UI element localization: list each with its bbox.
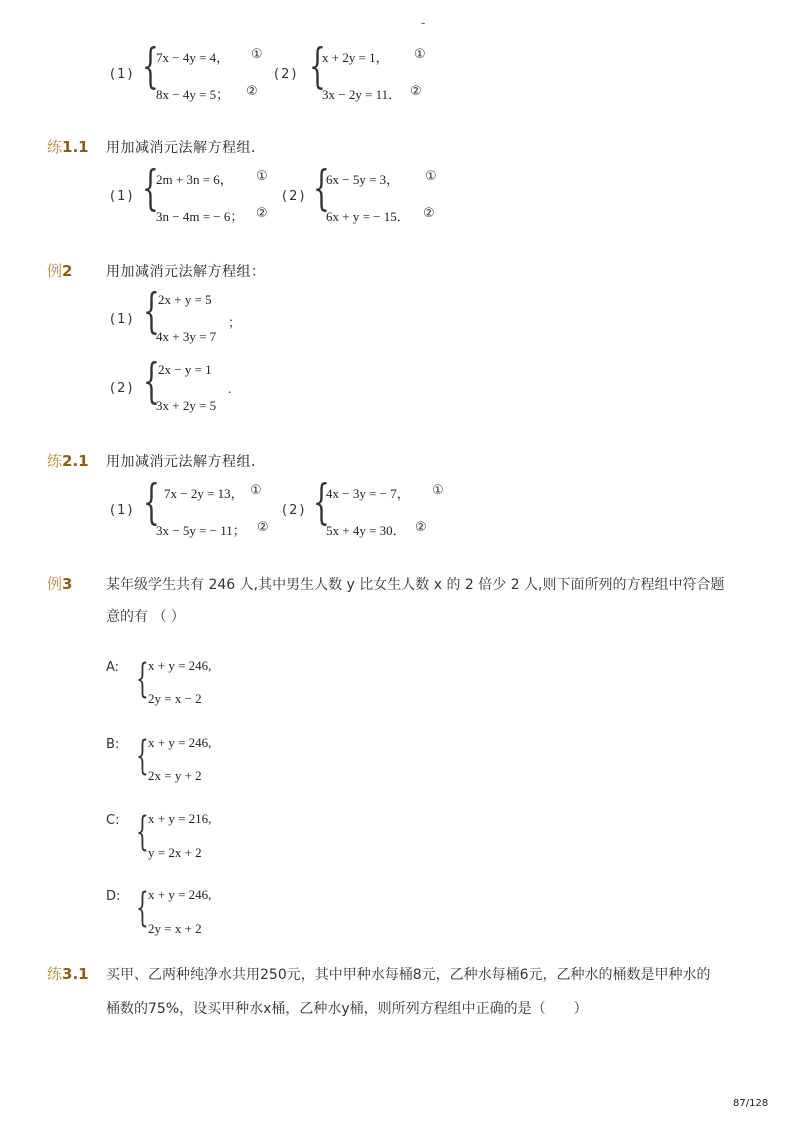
example-text-line: 某年级学生共有 246 人,其中男生人数 y 比女生人数 x 的 2 倍少 2 人,则下面所列的方程组中符合题	[106, 577, 725, 593]
brace-icon: {	[136, 733, 149, 779]
option-label: C:	[106, 813, 120, 828]
equation: 3x − 2y = 11．	[322, 87, 402, 102]
problem-label: (1)	[110, 67, 135, 82]
equation: 6x + y = − 15．	[326, 209, 410, 224]
option-equation: 2x = y + 2	[148, 768, 202, 783]
option-equation: 2y = x − 2	[148, 691, 202, 706]
tag-number: 2.1	[62, 452, 89, 470]
option-equation: 2y = x + 2	[148, 921, 202, 936]
equation-mark: ①	[432, 483, 444, 498]
equation-mark: ①	[250, 483, 262, 498]
equation: 3x + 2y = 5	[156, 398, 217, 413]
option-label: D:	[106, 889, 121, 904]
equation: 4x − 3y = − 7，	[326, 486, 410, 501]
equation-mark: ②	[256, 206, 268, 221]
equation-mark: ②	[246, 84, 258, 99]
exercise-text-line: 桶数的75%，设买甲种水x桶，乙种水y桶，则所列方程组中正确的是（ ）	[106, 1001, 588, 1017]
equation: 2m + 3n = 6，	[156, 172, 233, 187]
tag-number: 3	[62, 575, 73, 593]
example-text-line: 意的有 （ ）	[106, 609, 185, 625]
brace-icon: {	[143, 283, 160, 339]
option-equation: y = 2x + 2	[148, 845, 202, 860]
brace-icon: {	[136, 809, 149, 855]
punctuation: .	[228, 381, 232, 396]
equation-mark: ①	[251, 47, 263, 62]
problem-label: (2)	[110, 381, 135, 396]
option-label: B:	[106, 737, 120, 752]
brace-icon: {	[313, 160, 330, 216]
punctuation: ；	[228, 315, 242, 330]
equation: 3x − 5y = − 11；	[156, 523, 246, 538]
problem-label: (2)	[282, 189, 307, 204]
brace-icon: {	[136, 656, 149, 702]
tag-prefix: 例	[47, 575, 63, 593]
equation-mark: ②	[257, 520, 269, 535]
equation: 4x + 3y = 7	[156, 329, 217, 344]
equation-mark: ②	[423, 206, 435, 221]
header-dash: -	[421, 16, 426, 30]
exercise-tag	[47, 963, 89, 984]
tag-prefix: 练	[47, 965, 63, 983]
example-tag	[47, 573, 72, 594]
equation: 2x − y = 1	[158, 362, 212, 377]
brace-icon: {	[313, 474, 330, 530]
brace-icon: {	[142, 38, 159, 94]
brace-icon: {	[136, 885, 149, 931]
problem-label: (1)	[110, 189, 135, 204]
equation-mark: ①	[414, 47, 426, 62]
problem-label: (2)	[282, 503, 307, 518]
option-equation: x + y = 246,	[148, 658, 212, 673]
equation: 3n − 4m = − 6；	[156, 209, 244, 224]
exercise-tag	[47, 450, 89, 471]
option-equation: x + y = 216,	[148, 811, 212, 826]
equation: 7x − 2y = 13，	[164, 486, 244, 501]
option-label: A:	[106, 660, 120, 675]
equation: 6x − 5y = 3，	[326, 172, 400, 187]
example-tag	[47, 260, 72, 281]
tag-prefix: 例	[47, 262, 63, 280]
tag-prefix: 练	[47, 138, 63, 156]
equation: x + 2y = 1，	[322, 50, 389, 65]
tag-number: 1.1	[62, 138, 89, 156]
tag-number: 2	[62, 262, 73, 280]
problem-label: (2)	[274, 67, 299, 82]
exercise-text-line: 买甲、乙两种纯净水共用250元，其中甲种水每桶8元，乙种水每桶6元，乙种水的桶数是甲种水的	[106, 967, 711, 983]
tag-number: 3.1	[62, 965, 89, 983]
page-number: 87/128	[733, 1098, 769, 1109]
brace-icon: {	[142, 160, 159, 216]
equation-mark: ②	[410, 84, 422, 99]
equation-mark: ①	[256, 169, 268, 184]
equation: 8x − 4y = 5；	[156, 87, 230, 102]
brace-icon: {	[143, 474, 160, 530]
problem-label: (1)	[110, 503, 135, 518]
exercise-tag	[47, 136, 89, 157]
option-equation: x + y = 246,	[148, 887, 212, 902]
brace-icon: {	[309, 38, 326, 94]
equation-mark: ①	[425, 169, 437, 184]
exercise-title: 用加减消元法解方程组．	[106, 454, 266, 470]
problem-label: (1)	[110, 312, 135, 327]
example-title: 用加减消元法解方程组：	[106, 264, 266, 280]
equation: 2x + y = 5	[158, 292, 212, 307]
option-equation: x + y = 246,	[148, 735, 212, 750]
brace-icon: {	[143, 353, 160, 409]
equation: 5x + 4y = 30．	[326, 523, 406, 538]
tag-prefix: 练	[47, 452, 63, 470]
equation-mark: ②	[415, 520, 427, 535]
equation: 7x − 4y = 4，	[156, 50, 230, 65]
exercise-title: 用加减消元法解方程组．	[106, 140, 266, 156]
